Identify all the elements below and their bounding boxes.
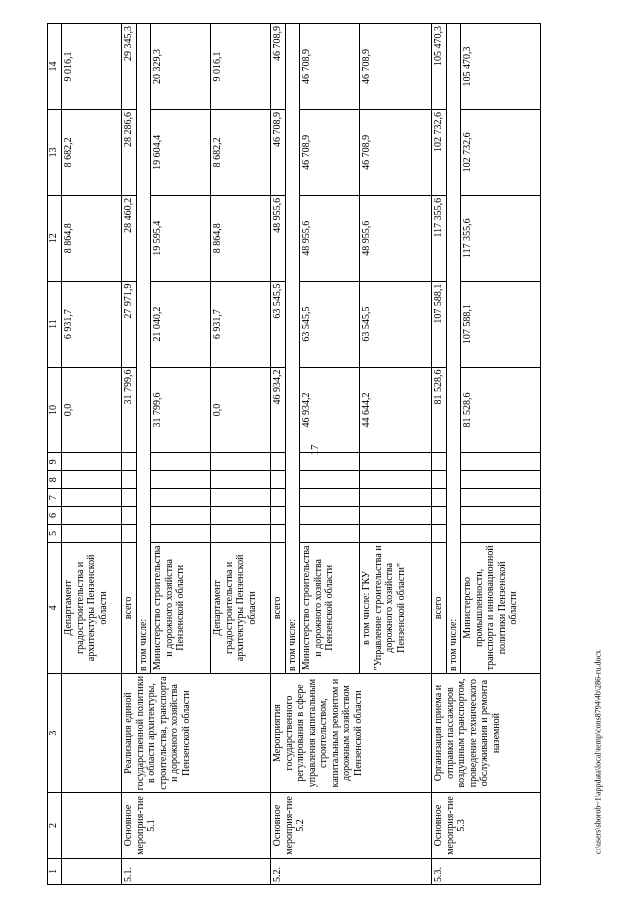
value-cell: 46 708,9 <box>300 24 360 110</box>
executor-cell: Министерство промышленности, транспорта и инновационной политики Пензенской области <box>461 542 541 673</box>
col-number: 3 <box>48 673 62 792</box>
col-number: 13 <box>48 109 62 195</box>
including-label: в том числе: <box>136 24 151 674</box>
value-cell: 48 955,6 <box>300 195 360 281</box>
value-cell: 63 545,5 <box>271 281 286 367</box>
total-label: всего <box>432 542 447 673</box>
col-number: 9 <box>48 453 62 471</box>
col-number: 5 <box>48 524 62 542</box>
value-cell: 31 799,6 <box>151 367 211 453</box>
value-cell: 46 934,2 <box>271 367 286 453</box>
executor-cell: Департамент градостроительства и архитектуры Пензенской области <box>211 542 271 673</box>
measure-number: 5.3. <box>432 858 541 884</box>
value-cell: 48 955,6 <box>271 195 286 281</box>
table-row <box>432 24 447 885</box>
table-row <box>122 24 137 885</box>
value-cell: 102 732,6 <box>461 109 541 195</box>
value-cell: 46 708,9 <box>360 24 432 110</box>
value-cell: 46 708,9 <box>271 24 286 110</box>
total-label: всего <box>122 542 137 673</box>
measure-number: 5.2. <box>271 858 432 884</box>
value-cell: 46 708,9 <box>300 109 360 195</box>
measure-type: Основное мероприя-тие 5.2 <box>271 793 432 859</box>
value-cell: 0,0 <box>62 367 122 453</box>
value-cell: 21 040,2 <box>151 281 211 367</box>
value-cell: 0,0 <box>211 367 271 453</box>
value-cell: 8 864,8 <box>211 195 271 281</box>
value-cell: 28 286,6 <box>122 109 137 195</box>
col-number: 8 <box>48 471 62 489</box>
value-cell: 9 016,1 <box>62 24 122 110</box>
including-label: в том числе: <box>285 24 300 674</box>
value-cell: 27 971,9 <box>122 281 137 367</box>
value-cell: 81 528,6 <box>432 367 447 453</box>
value-cell: 107 588,1 <box>432 281 447 367</box>
including-label: в том числе: <box>446 24 461 674</box>
executor-cell: Министерство строительства и дорожного хозяйства Пензенской области <box>151 542 211 673</box>
col-number: 1 <box>48 858 62 884</box>
value-cell: 8 864,8 <box>62 195 122 281</box>
col-number: 11 <box>48 281 62 367</box>
measure-type: Основное мероприя-тие 5.1 <box>122 793 271 859</box>
executor-cell: Департамент градостроительства и архитектуры Пензенской области <box>62 542 122 673</box>
budget-table <box>47 23 541 885</box>
value-cell: 63 545,5 <box>360 281 432 367</box>
document-file-path: c:\users\shorob~1\appdata\local\temp\cons8794\4b\286-ru.docx <box>593 649 603 855</box>
value-cell: 46 708,9 <box>360 109 432 195</box>
value-cell: 105 470,3 <box>432 24 447 110</box>
total-label: всего <box>271 542 286 673</box>
executor-cell: в том числе: ГКУ "Управление строительства и дорожного хозяйства Пензенской области" <box>360 542 432 673</box>
measure-name: Реализация единой государственной политики в области архитектуры, строительства, транспорта и дорожного хозяйства Пензенской области <box>122 673 271 792</box>
value-cell: 48 955,6 <box>360 195 432 281</box>
col-number: 6 <box>48 507 62 525</box>
value-cell: 6 931,7 <box>211 281 271 367</box>
value-cell: 44 644,2 <box>360 367 432 453</box>
value-cell: 31 799,6 <box>122 367 137 453</box>
measure-name: Мероприятия государственного регулирования в сфере управления капитальным строительством, капитальным ремонтом и дорожным хозяйством Пензенской области <box>271 673 432 792</box>
col-number: 2 <box>48 793 62 859</box>
rotated-table-wrapper <box>47 23 567 885</box>
col-number: 14 <box>48 24 62 110</box>
measure-number: 5.1. <box>122 858 271 884</box>
col-number: 4 <box>48 542 62 673</box>
value-cell: 29 345,3 <box>122 24 137 110</box>
column-number-row <box>48 24 62 885</box>
col-number: 10 <box>48 367 62 453</box>
col-number: 7 <box>48 489 62 507</box>
col-number: 12 <box>48 195 62 281</box>
value-cell: 19 604,4 <box>151 109 211 195</box>
value-cell: 46 934,2 <box>300 367 360 453</box>
measure-name: Организация приема и отправки пассажиров воздушным транспортом, проведение технического обслуживания и ремонта наземной <box>432 673 541 792</box>
value-cell: 63 545,5 <box>300 281 360 367</box>
table-row <box>62 24 122 885</box>
value-cell: 19 595,4 <box>151 195 211 281</box>
table-row <box>271 24 286 885</box>
value-cell: 9 016,1 <box>211 24 271 110</box>
value-cell: 6 931,7 <box>62 281 122 367</box>
value-cell: 117 355,6 <box>461 195 541 281</box>
value-cell: 107 588,1 <box>461 281 541 367</box>
value-cell: 81 528,6 <box>461 367 541 453</box>
measure-type: Основное мероприя-тие 5.3 <box>432 793 541 859</box>
value-cell: 46 708,9 <box>271 109 286 195</box>
value-cell: 8 682,2 <box>62 109 122 195</box>
value-cell: 20 329,3 <box>151 24 211 110</box>
executor-cell: Министерство строительства и дорожного хозяйства Пензенской области <box>300 542 360 673</box>
page-number: 17 <box>309 444 321 456</box>
value-cell: 117 355,6 <box>432 195 447 281</box>
value-cell: 105 470,3 <box>461 24 541 110</box>
value-cell: 28 460,2 <box>122 195 137 281</box>
value-cell: 8 682,2 <box>211 109 271 195</box>
value-cell: 102 732,6 <box>432 109 447 195</box>
